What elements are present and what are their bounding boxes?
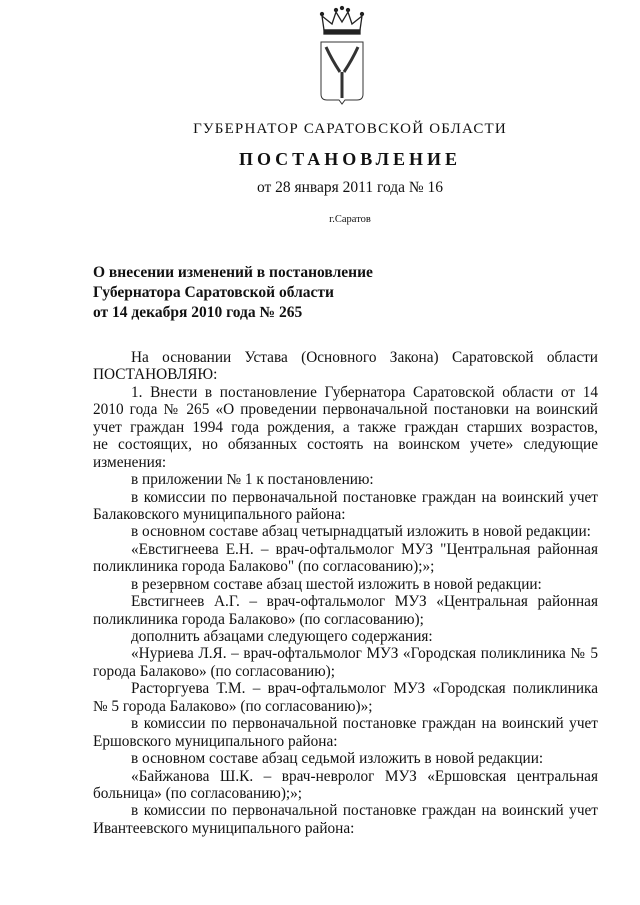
body-line: дополнить абзацами следующего содержания: [131, 628, 433, 645]
body-line: На основании Устава (Основного Закона) Саратовской области [131, 349, 598, 366]
body-line: города Балаково» (по согласованию); [93, 662, 335, 680]
coat-of-arms-emblem [312, 2, 372, 107]
document-date-number: от 28 января 2011 года № 16 [256, 179, 444, 196]
body-line: 2010 года № 265 «О проведении первоначальной постановки на воинский [93, 401, 598, 419]
document-city: г.Саратов [329, 214, 371, 225]
body-line: Евстигнеев А.Г. – врач-офтальмолог МУЗ «Центральная районная [131, 593, 598, 611]
body-line: «Байжанова Ш.К. – врач-невролог МУЗ «Ершовская центральная [131, 767, 598, 785]
document-title-line: О внесении изменений в постановление [93, 264, 373, 281]
body-line: в приложении № 1 к постановлению: [131, 471, 374, 489]
body-line: изменения: [93, 453, 167, 471]
body-line: в комиссии по первоначальной постановке граждан на воинский учет [131, 488, 598, 506]
body-line: 1. Внести в постановление Губернатора Саратовской области от 14 [131, 383, 598, 401]
document-body [93, 349, 598, 837]
body-line: больница» (по согласованию);»; [93, 784, 303, 802]
shield-icon [321, 42, 363, 104]
body-line: Ершовского муниципального района: [93, 732, 338, 750]
body-line: ПОСТАНОВЛЯЮ: [93, 366, 218, 384]
body-line: в основном составе абзац седьмой изложить в новой редакции: [131, 750, 544, 768]
body-line: Балаковского муниципального района: [93, 505, 346, 523]
body-line: учет граждан 1994 года рождения, а также граждан старших возрастов, [93, 418, 598, 436]
body-line: «Евстигнеева Е.Н. – врач-офтальмолог МУЗ "Центральная районная [131, 540, 598, 558]
crown-icon [321, 7, 364, 35]
body-line: № 5 города Балаково» (по согласованию)»; [93, 697, 373, 715]
document-title-line: от 14 декабря 2010 года № 265 [93, 304, 303, 321]
body-line: поликлиника города Балаково» (по согласованию); [93, 610, 424, 628]
document-type: ПОСТАНОВЛЕНИЕ [238, 149, 462, 169]
body-line: в основном составе абзац четырнадцатый изложить в новой редакции: [131, 523, 591, 541]
body-line: в резервном составе абзац шестой изложить в новой редакции: [131, 575, 542, 593]
document-title-line: Губернатора Саратовской области [93, 284, 334, 301]
issuing-authority: ГУБЕРНАТОР САРАТОВСКОЙ ОБЛАСТИ [193, 121, 507, 137]
body-line: «Нуриева Л.Я. – врач-офтальмолог МУЗ «Городская поликлиника № 5 [131, 645, 598, 663]
body-line: в комиссии по первоначальной постановке граждан на воинский учет [131, 802, 598, 820]
body-line: не состоящих, но обязанных состоять на воинском учете» следующие [93, 436, 598, 454]
body-line: Расторгуева Т.М. – врач-офтальмолог МУЗ «Городская поликлиника [131, 680, 598, 698]
body-line: Ивантеевского муниципального района: [93, 819, 355, 837]
body-line: в комиссии по первоначальной постановке граждан на воинский учет [131, 715, 598, 733]
body-line: поликлиника города Балаково" (по согласованию);»; [93, 558, 435, 576]
